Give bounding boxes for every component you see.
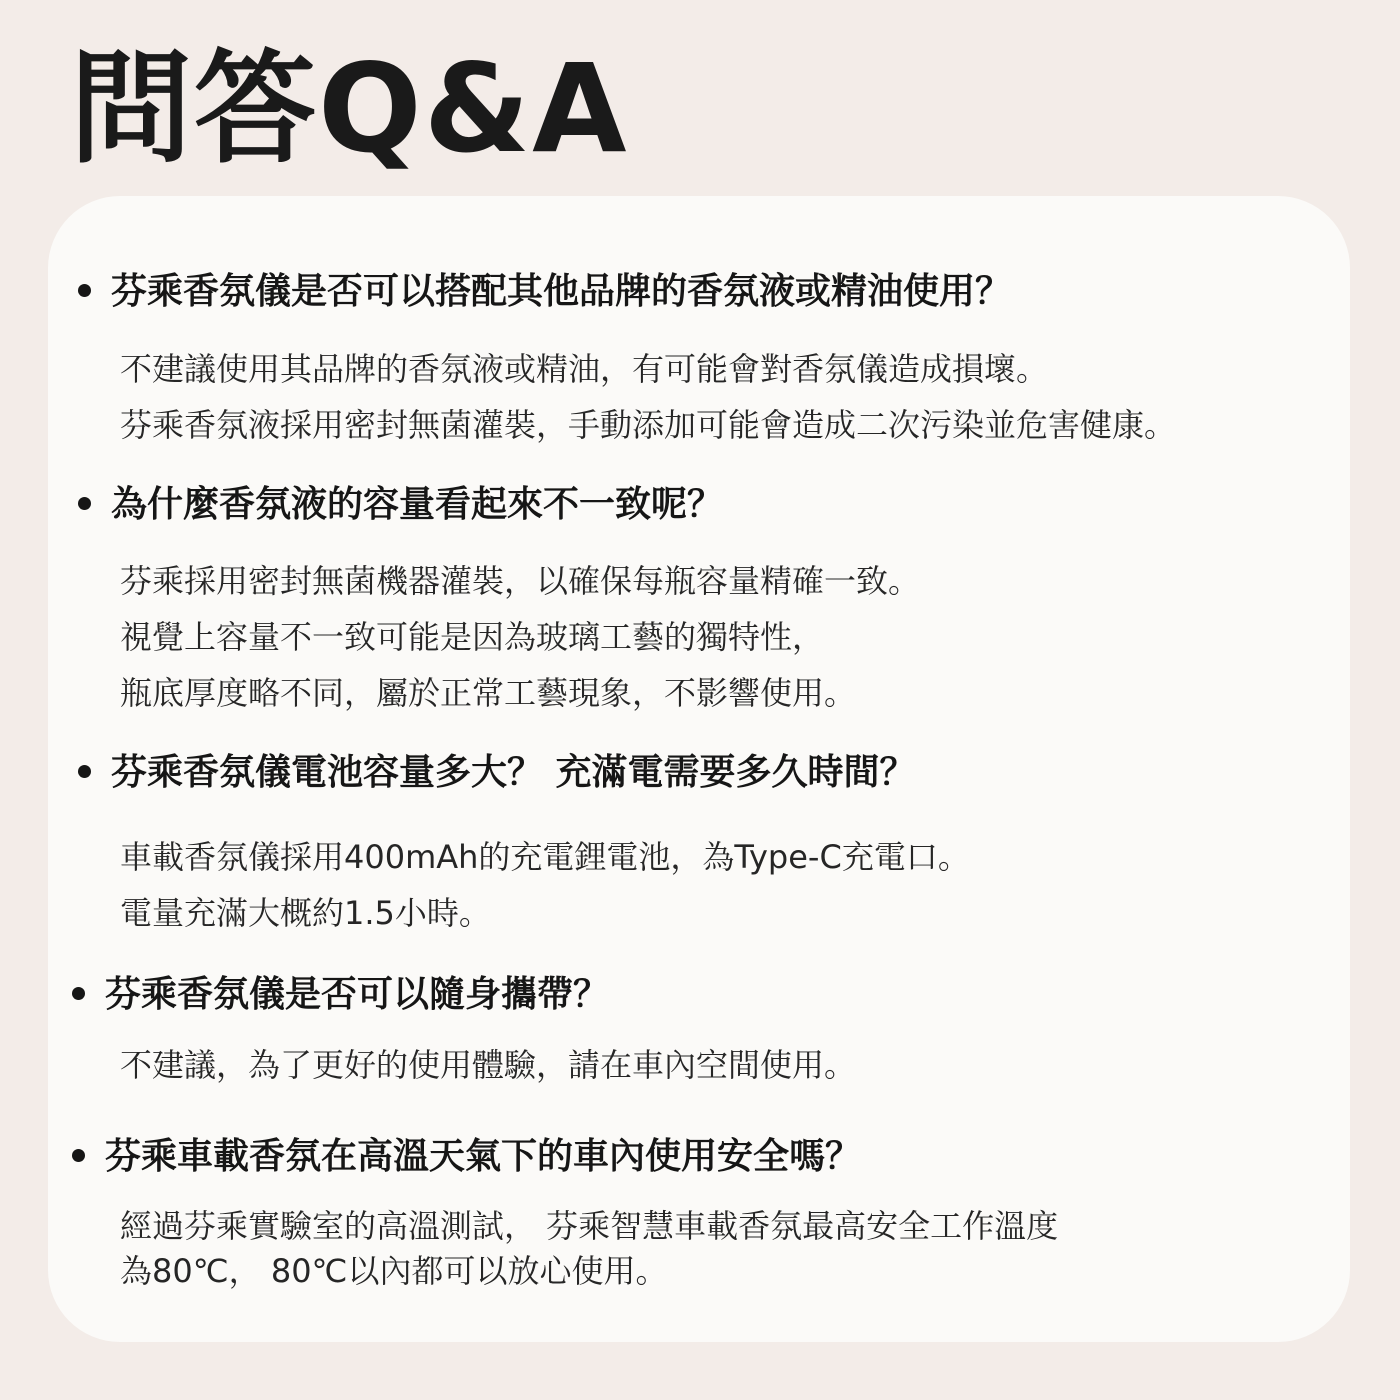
answer-line: 經過芬乘實驗室的高溫測試， 芬乘智慧車載香氛最高安全工作溫度 <box>120 1207 1059 1245</box>
bullet-icon <box>72 987 85 1000</box>
question <box>78 748 916 798</box>
answer-line: 不建議使用其品牌的香氛液或精油，有可能會對香氛儀造成損壞。 <box>120 350 1049 388</box>
question-text: 芬乘香氛儀電池容量多大？ 充滿電需要多久時間？ <box>111 752 916 793</box>
answer-line: 不建議，為了更好的使用體驗，請在車內空間使用。 <box>120 1046 857 1084</box>
answer <box>120 829 970 941</box>
answer-line: 為80℃， 80℃以內都可以放心使用。 <box>120 1252 668 1290</box>
question-text: 芬乘車載香氛在高溫天氣下的車內使用安全嗎？ <box>105 1136 862 1177</box>
answer-line: 芬乘香氛液採用密封無菌灌裝，手動添加可能會造成二次污染並危害健康。 <box>120 406 1177 444</box>
question <box>78 267 1011 317</box>
qa-card <box>48 196 1350 1342</box>
answer-line: 電量充滿大概約1.5小時。 <box>120 894 491 932</box>
bullet-icon <box>78 497 91 510</box>
question <box>78 480 723 530</box>
question-text: 為什麼香氛液的容量看起來不一致呢？ <box>111 484 724 525</box>
bullet-icon <box>78 765 91 778</box>
answer <box>120 1204 1058 1294</box>
page-title: 問答Q&A <box>70 38 629 180</box>
answer <box>120 1037 856 1093</box>
question <box>72 1132 861 1182</box>
answer-line: 車載香氛儀採用400mAh的充電鋰電池，為Type-C充電口。 <box>120 838 970 876</box>
question-text: 芬乘香氛儀是否可以搭配其他品牌的香氛液或精油使用？ <box>111 271 1012 312</box>
answer <box>120 553 920 721</box>
answer <box>120 341 1176 453</box>
question-text: 芬乘香氛儀是否可以隨身攜帶？ <box>105 974 610 1015</box>
bullet-icon <box>72 1149 85 1162</box>
answer-line: 芬乘採用密封無菌機器灌裝，以確保每瓶容量精確一致。 <box>120 562 921 600</box>
answer-line: 瓶底厚度略不同，屬於正常工藝現象，不影響使用。 <box>120 674 857 712</box>
bullet-icon <box>78 284 91 297</box>
answer-line: 視覺上容量不一致可能是因為玻璃工藝的獨特性， <box>120 618 825 656</box>
question <box>72 970 609 1020</box>
